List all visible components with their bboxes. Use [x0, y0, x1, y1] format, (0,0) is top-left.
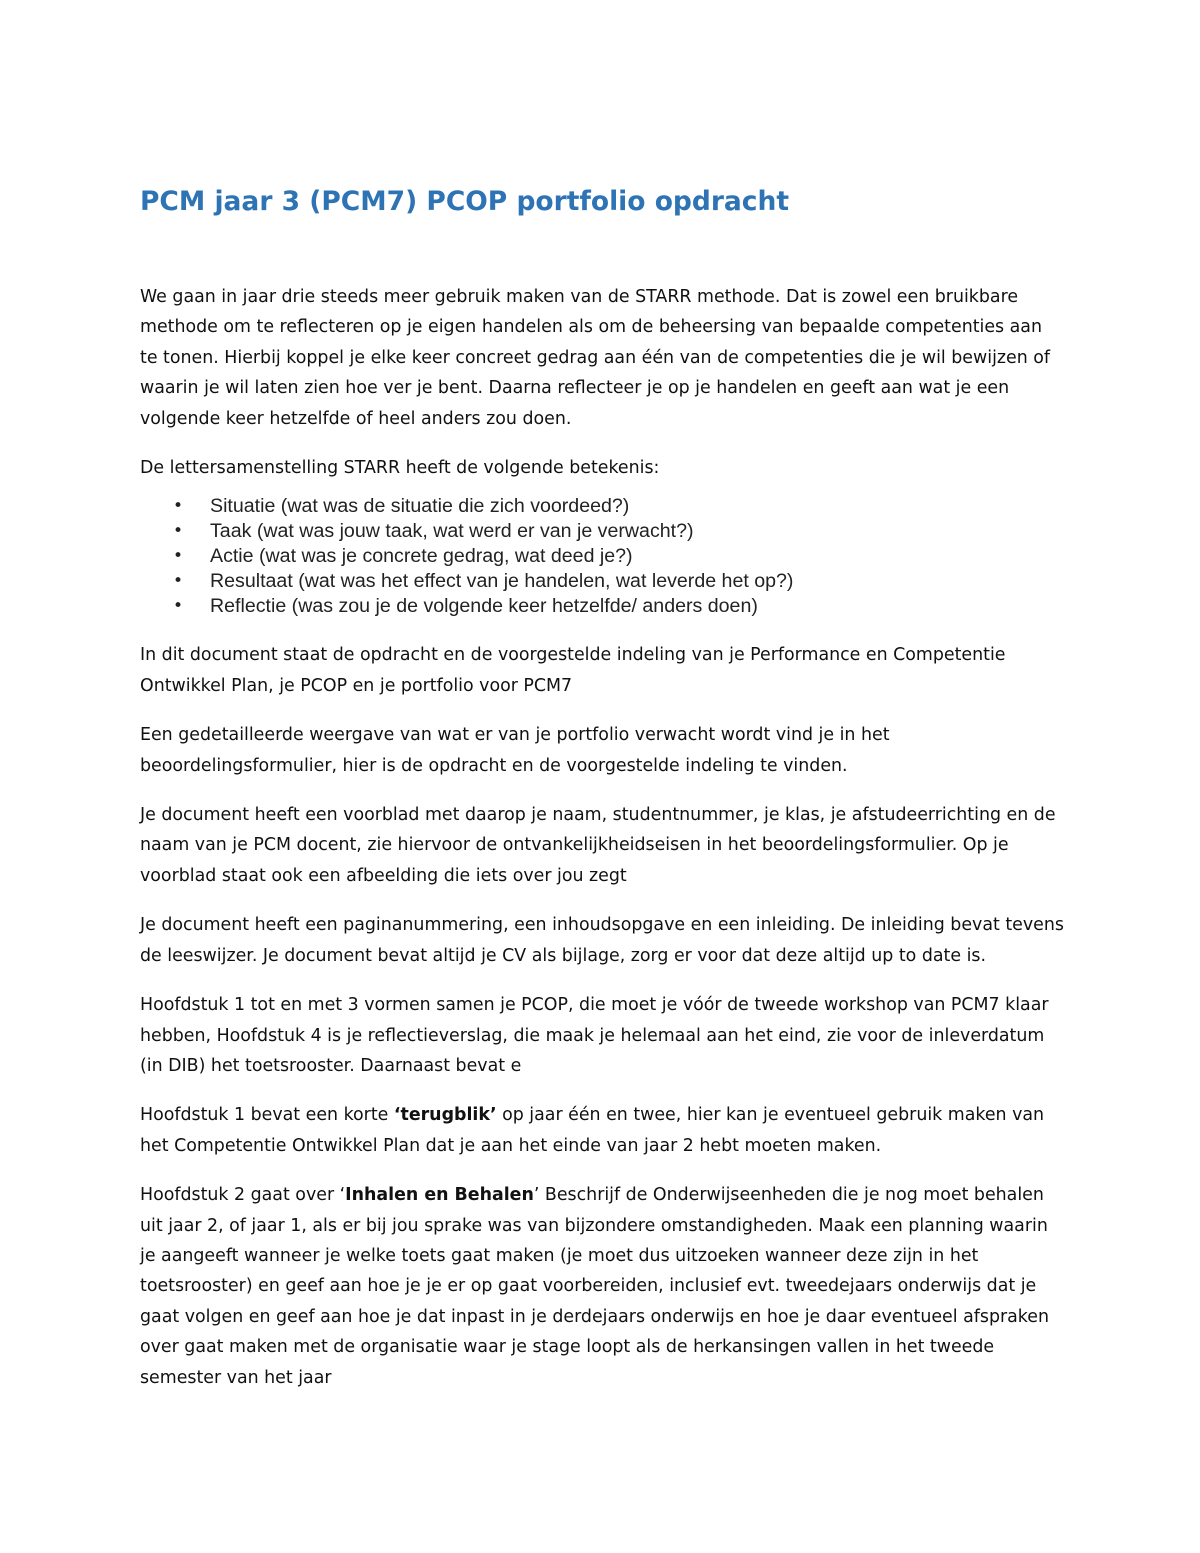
bullet-icon: •: [173, 521, 184, 542]
chapter2-text-end: Beschrijf de Onderwijseenheden die je nog moet behalen uit jaar 2, of jaar 1, als er bij jou sprake was van bijzondere omstandigheden. Maak een planning waarin je aangeeft wanneer je welke toets gaat maken (je moet dus uitzoeken wanneer deze zijn in het toetsrooster) en geef aan hoe je je er op gaat voorbereiden, inclusief evt. tweedejaars onderwijs dat je gaat volgen en geef aan hoe je dat inpast in je derdejaars onderwijs en hoe je daar eventueel afspraken over gaat maken met de organisatie waar je stage loopt als de herkansingen vallen in het tweede semester van het jaar: [140, 1185, 1049, 1388]
chapter2-paragraph: [140, 1180, 1065, 1393]
chapter1-paragraph: [140, 1100, 1065, 1161]
assignment-paragraph: In dit document staat de opdracht en de voorgestelde indeling van je Performance en Competentie Ontwikkel Plan, je PCOP en je portfolio voor PCM7: [140, 645, 1006, 696]
list-item: [140, 544, 1065, 569]
chapter1-open-quote: ‘: [393, 1105, 401, 1126]
document-title: PCM jaar 3 (PCM7) PCOP portfolio opdracht: [140, 186, 790, 217]
starr-list: [140, 494, 1065, 619]
list-item: [140, 494, 1065, 519]
chapter2-open-quote: ‘: [339, 1185, 346, 1206]
chapter2-keyword: Inhalen en Behalen: [345, 1185, 534, 1206]
chapter2-close-quote: ’: [533, 1185, 540, 1206]
bullet-icon: •: [173, 546, 184, 567]
list-item-text: Taak (wat was jouw taak, wat werd er van je verwacht?): [210, 520, 694, 543]
list-item: [140, 519, 1065, 544]
bullet-icon: •: [173, 596, 184, 617]
chapters-paragraph: Hoofdstuk 1 tot en met 3 vormen samen je PCOP, die moet je vóór de tweede workshop van PCM7 klaar hebben, Hoofdstuk 4 is je reflectieverslag, die maak je helemaal aan het eind, zie voor de inleverdatum (in DIB) het toetsrooster. Daarnaast bevat e: [140, 995, 1049, 1076]
detail-paragraph: Een gedetailleerde weergave van wat er van je portfolio verwacht wordt vind je in het beoordelingsformulier, hier is de opdracht en de voorgestelde indeling te vinden.: [140, 725, 890, 776]
chapter1-keyword: terugblik: [400, 1105, 490, 1126]
list-item-text: Reflectie (was zou je de volgende keer hetzelfde/ anders doen): [210, 595, 758, 618]
list-item-text: Resultaat (wat was het effect van je handelen, wat leverde het op?): [210, 570, 794, 593]
starr-intro-paragraph: De lettersamenstelling STARR heeft de volgende betekenis:: [140, 458, 660, 479]
bullet-icon: •: [173, 571, 184, 592]
document-body: [140, 178, 1065, 1412]
list-item-text: Actie (wat was je concrete gedrag, wat deed je?): [210, 545, 633, 568]
list-item-text: Situatie (wat was de situatie die zich voordeed?): [210, 495, 630, 518]
chapter1-close-quote: ’: [489, 1105, 497, 1126]
bullet-icon: •: [173, 496, 184, 517]
list-item: [140, 594, 1065, 619]
cover-paragraph: Je document heeft een voorblad met daarop je naam, studentnummer, je klas, je afstudeerrichting en de naam van je PCM docent, zie hiervoor de ontvankelijkheidseisen in het beoordelingsformulier. Op je voorblad staat ook een afbeelding die iets over jou zegt: [140, 805, 1056, 886]
chapter1-text-start: Hoofdstuk 1 bevat een korte: [140, 1105, 394, 1126]
list-item: [140, 569, 1065, 594]
intro-paragraph: We gaan in jaar drie steeds meer gebruik maken van de STARR methode. Dat is zowel een bruikbare methode om te reflecteren op je eigen handelen als om de beheersing van bepaalde competenties aan te tonen. Hierbij koppel je elke keer concreet gedrag aan één van de competenties die je wil bewijzen of waarin je wil laten zien hoe ver je bent. Daarna reflecteer je op je handelen en geeft aan wat je een volgende keer hetzelfde of heel anders zou doen.: [140, 287, 1051, 429]
chapter2-text-start: Hoofdstuk 2 gaat over: [140, 1185, 340, 1206]
chapter1-text-end: op jaar één en twee, hier kan je eventueel gebruik maken van het Competentie Ontwikkel Plan dat je aan het einde van jaar 2 hebt moeten maken.: [140, 1105, 1045, 1156]
pagination-paragraph: Je document heeft een paginanummering, een inhoudsopgave en een inleiding. De inleiding bevat tevens de leeswijzer. Je document bevat altijd je CV als bijlage, zorg er voor dat deze altijd up to date is.: [140, 915, 1064, 966]
